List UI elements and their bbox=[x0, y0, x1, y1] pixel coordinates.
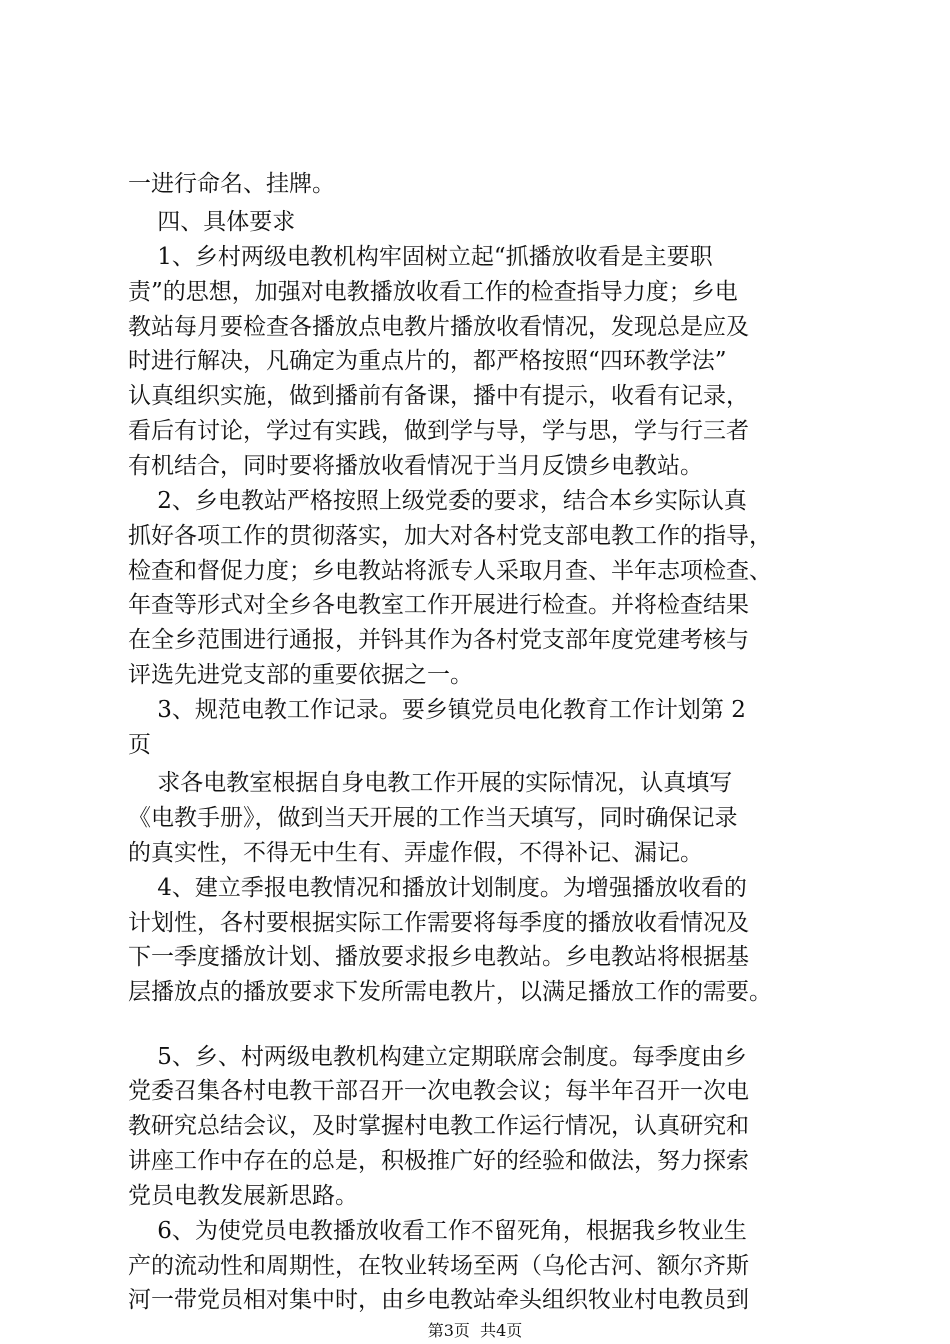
text-line: 评选先进党支部的重要依据之一。 bbox=[128, 662, 473, 688]
text-line: 有机结合，同时要将播放收看情况于当月反馈乡电教站。 bbox=[128, 453, 703, 479]
text-line: 党员电教发展新思路。 bbox=[128, 1183, 358, 1209]
text-line: 页 bbox=[128, 732, 151, 758]
text-line: 求各电教室根据自身电教工作开展的实际情况，认真填写 bbox=[128, 770, 733, 796]
text-line: 5、乡、村两级电教机构建立定期联席会制度。每季度由乡 bbox=[128, 1044, 747, 1070]
text-line: 6、为使党员电教播放收看工作不留死角，根据我乡牧业生 bbox=[128, 1218, 747, 1244]
text-line: 时进行解决，凡确定为重点片的，都严格按照“四环教学法” bbox=[128, 348, 727, 374]
text-line: 抓好各项工作的贯彻落实，加大对各村党支部电教工作的指导， bbox=[128, 523, 772, 549]
text-line: 产的流动性和周期性，在牧业转场至两（乌伦古河、额尔齐斯 bbox=[128, 1253, 749, 1279]
text-line: 认真组织实施，做到播前有备课，播中有提示，收看有记录， bbox=[128, 383, 749, 409]
text-line: 计划性，各村要根据实际工作需要将每季度的播放收看情况及 bbox=[128, 910, 749, 936]
text-line: 责”的思想，加强对电教播放收看工作的检查指导力度；乡电 bbox=[128, 279, 738, 305]
section-heading: 四、具体要求 bbox=[128, 209, 296, 235]
text-line: 讲座工作中存在的总是，积极推广好的经验和做法，努力探索 bbox=[128, 1148, 749, 1174]
text-line: 教站每月要检查各播放点电教片播放收看情况，发现总是应及 bbox=[128, 314, 749, 340]
text-line: 在全乡范围进行通报，并钭其作为各村党支部年度党建考核与 bbox=[128, 627, 749, 653]
text-line: 下一季度播放计划、播放要求报乡电教站。乡电教站将根据基 bbox=[128, 944, 749, 970]
text-line: 检查和督促力度；乡电教站将派专人采取月查、半年志项检查、 bbox=[128, 558, 772, 584]
text-line: 4、建立季报电教情况和播放计划制度。为增强播放收看的 bbox=[128, 875, 747, 901]
text-line: 《电教手册》，做到当天开展的工作当天填写，同时确保记录 bbox=[128, 805, 738, 831]
text-line: 一进行命名、挂牌。 bbox=[128, 171, 335, 197]
text-line: 河一带党员相对集中时，由乡电教站牵头组织牧业村电教员到 bbox=[128, 1287, 749, 1313]
page-footer: 第3页 共4页 bbox=[427, 1321, 523, 1340]
text-line: 2、乡电教站严格按照上级党委的要求，结合本乡实际认真 bbox=[128, 488, 747, 514]
text-line: 3、规范电教工作记录。要乡镇党员电化教育工作计划第 2 bbox=[128, 697, 746, 723]
text-line: 党委召集各村电教干部召开一次电教会议；每半年召开一次电 bbox=[128, 1078, 749, 1104]
text-line: 教研究总结会议，及时掌握村电教工作运行情况，认真研究和 bbox=[128, 1113, 749, 1139]
text-line: 层播放点的播放要求下发所需电教片，以满足播放工作的需要。 bbox=[128, 979, 772, 1005]
text-line: 年查等形式对全乡各电教室工作开展进行检查。并将检查结果 bbox=[128, 592, 749, 618]
text-line: 的真实性，不得无中生有、弄虚作假，不得补记、漏记。 bbox=[128, 840, 703, 866]
text-line: 1、乡村两级电教机构牢固树立起“抓播放收看是主要职 bbox=[128, 244, 713, 270]
text-line: 看后有讨论，学过有实践，做到学与导，学与思，学与行三者 bbox=[128, 418, 749, 444]
